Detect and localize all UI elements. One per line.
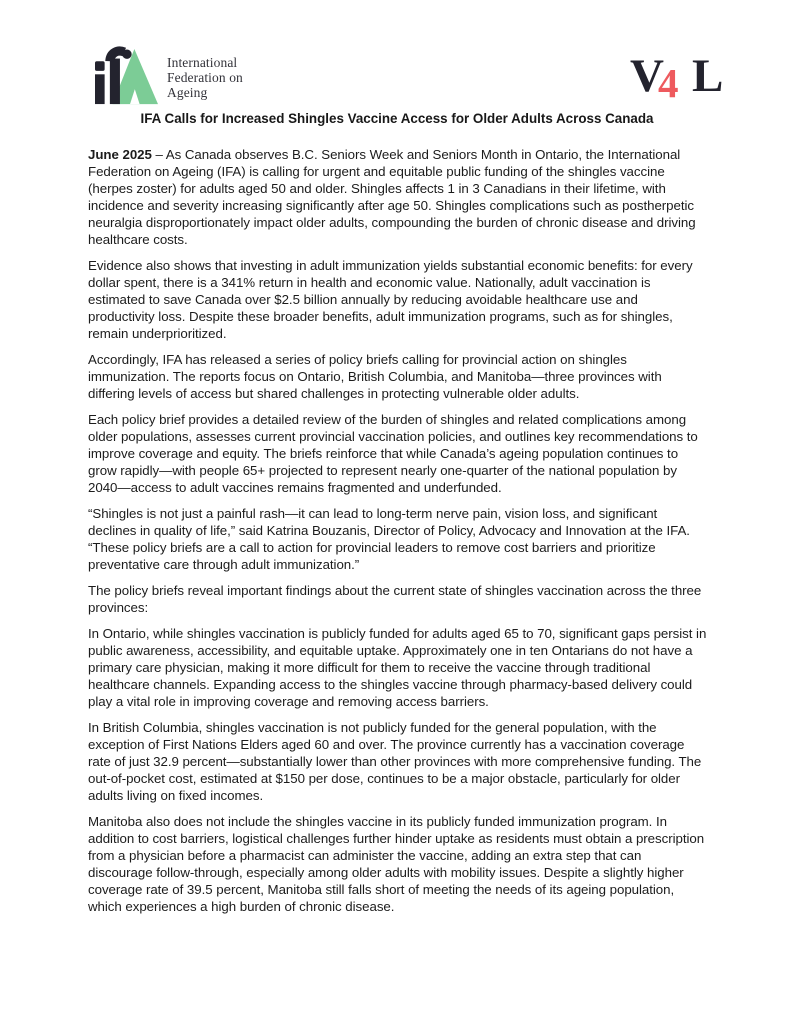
- paragraph-economic-benefits: Evidence also shows that investing in adult immunization yields substantial economic benefits: for every dollar spent, there is a 341% return in health and economic value. Nationally, adult vaccination is estimated to save Canada over $2.5 billion annually by reducing avoidable healthcare use and productivity loss. Despite these broader benefits, adult immunization programs, such as for shingles, remain underprioritized.: [88, 258, 693, 341]
- masthead: [88, 45, 728, 109]
- v4l-letter-4: 4: [658, 60, 679, 106]
- document-body: [88, 146, 708, 915]
- paragraph-intro-text: – As Canada observes B.C. Seniors Week and Seniors Month in Ontario, the International Federation on Ageing (IFA) is calling for urgent and equitable public funding of the shingles vaccine (herpes zoster) for adults aged 50 and older. Shingles affects 1 in 3 Canadians in their lifetime, with incidence and severity increasing significantly after age 50. Shingles complications such as postherpetic neuralgia disproportionately impact older adults, compounding the burden of chronic disease and driving healthcare costs.: [88, 147, 696, 247]
- page-title: IFA Calls for Increased Shingles Vaccine Access for Older Adults Across Canada: [140, 111, 654, 126]
- paragraph-findings-intro: The policy briefs reveal important findings about the current state of shingles vaccination across the three provinces:: [88, 583, 702, 615]
- paragraph-ontario: In Ontario, while shingles vaccination is publicly funded for adults aged 65 to 70, significant gaps persist in public awareness, accessibility, and equitable uptake. Approximately one in ten Ontarians do not have a primary care physician, making it more difficult for them to receive the vaccine through traditional healthcare channels. Expanding access to the shingles vaccine through pharmacy-based delivery could play a vital role in improving coverage and removing access barriers.: [88, 626, 707, 709]
- ifa-org-name-line3: Ageing: [167, 85, 208, 100]
- paragraph-british-columbia: In British Columbia, shingles vaccination is not publicly funded for the general population, with the exception of First Nations Elders aged 60 and over. The province currently has a vaccination coverage rate of just 32.9 percent—substantially lower than other provinces with more comprehensive funding. The out-of-pocket cost, estimated at $150 per dose, continues to be a major obstacle, particularly for older adults living on fixed incomes.: [88, 720, 702, 803]
- paragraph-policy-briefs-release: Accordingly, IFA has released a series of policy briefs calling for provincial action on shingles immunization. The reports focus on Ontario, British Columbia, and Manitoba—three provinces with differing levels of access but shared challenges in protecting vulnerable older adults.: [88, 352, 662, 401]
- ifa-monogram-icon: [95, 45, 158, 108]
- ifa-org-name-line1: International: [167, 55, 238, 70]
- v4l-letter-v: V: [630, 50, 664, 102]
- paragraph-intro-date: June 2025: [88, 147, 152, 162]
- paragraph-intro: [88, 146, 708, 248]
- ifa-org-name: [167, 55, 243, 100]
- ifa-logo: [95, 45, 243, 108]
- paragraph-manitoba: Manitoba also does not include the shingles vaccine in its publicly funded immunization program. In addition to cost barriers, logistical challenges further hinder uptake as residents must obtain a prescription from a physician before a pharmacist can administer the vaccine, adding an extra step that can discourage follow-through, especially among older adults with mobility issues. Despite a slightly higher coverage rate of 39.5 percent, Manitoba still falls short of meeting the needs of its ageing population, which experiences a high burden of chronic disease.: [88, 814, 705, 914]
- paragraph-quote: “Shingles is not just a painful rash—it can lead to long-term nerve pain, vision loss, and significant declines in quality of life,” said Katrina Bouzanis, Director of Policy, Advocacy and Innovation at the IFA. “These policy briefs are a call to action for provincial leaders to remove cost barriers and prioritize preventative care through adult immunization.”: [88, 506, 690, 572]
- v4l-logo: [630, 50, 728, 106]
- paragraph-brief-contents: Each policy brief provides a detailed review of the burden of shingles and related complications among older populations, assesses current provincial vaccination policies, and outlines key recommendations to improve coverage and equity. The briefs reinforce that while Canada’s ageing population continues to grow rapidly—with people 65+ projected to represent nearly one-quarter of the national population by 2040—access to adult vaccines remains fragmented and underfunded.: [88, 412, 698, 495]
- v4l-letter-l: L: [692, 50, 724, 102]
- ifa-org-name-line2: Federation on: [167, 70, 243, 85]
